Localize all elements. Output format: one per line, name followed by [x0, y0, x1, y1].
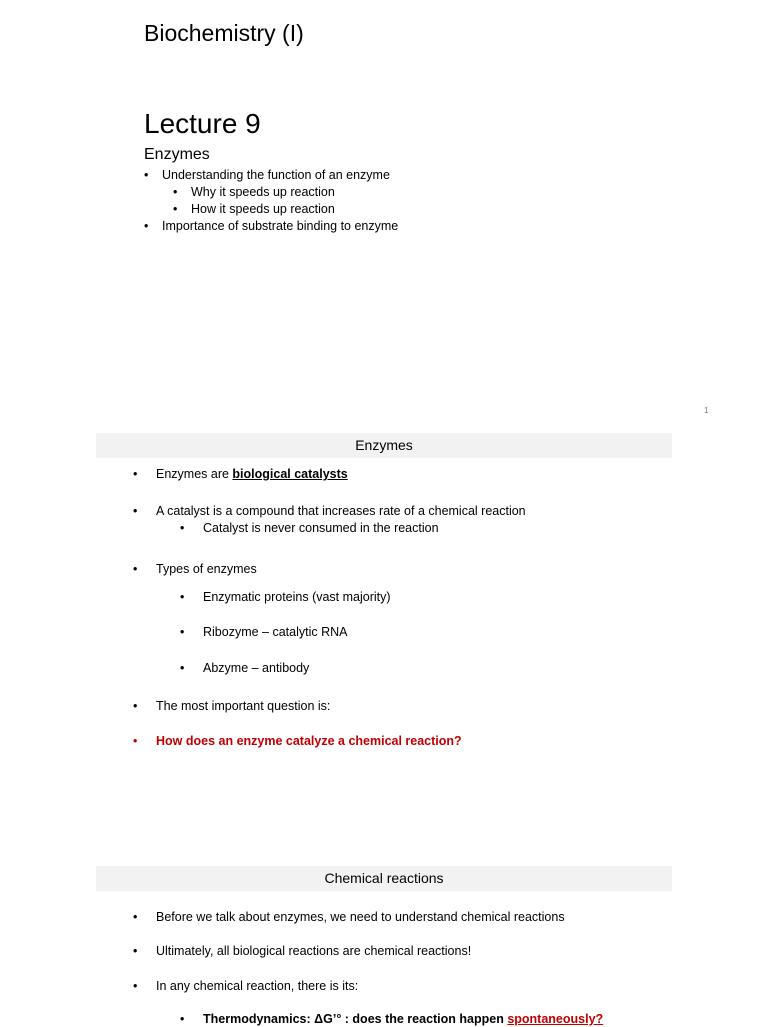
key-question: How does an enzyme catalyze a chemical reaction? [156, 734, 462, 748]
bullet-icon: • [133, 734, 138, 748]
bullet-icon: • [180, 1012, 185, 1026]
page-number: 1 [704, 406, 709, 415]
topic-heading: Enzymes [144, 146, 210, 163]
bullet-icon: • [144, 168, 149, 182]
bullet-icon: • [133, 504, 138, 518]
bullet-icon: • [133, 467, 138, 481]
bullet-icon: • [133, 699, 138, 713]
bullet-icon: • [173, 185, 178, 199]
emphasis-text: biological catalysts [232, 467, 348, 481]
slide-header: Chemical reactions [96, 866, 672, 891]
lecture-title: Lecture 9 [144, 108, 261, 139]
course-title: Biochemistry (I) [144, 20, 304, 46]
emphasis-text: spontaneously? [507, 1012, 604, 1026]
bullet-icon: • [133, 979, 138, 993]
bullet-icon: • [173, 202, 178, 216]
bullet-icon: • [180, 521, 185, 535]
bullet-icon: • [180, 625, 185, 639]
bullet-icon: • [180, 590, 185, 604]
bullet-icon: • [133, 910, 138, 924]
bullet-icon: • [144, 219, 149, 233]
bullet-icon: • [180, 661, 185, 675]
bullet-icon: • [133, 562, 138, 576]
bullet-icon: • [133, 944, 138, 958]
slide-header: Enzymes [96, 433, 672, 458]
